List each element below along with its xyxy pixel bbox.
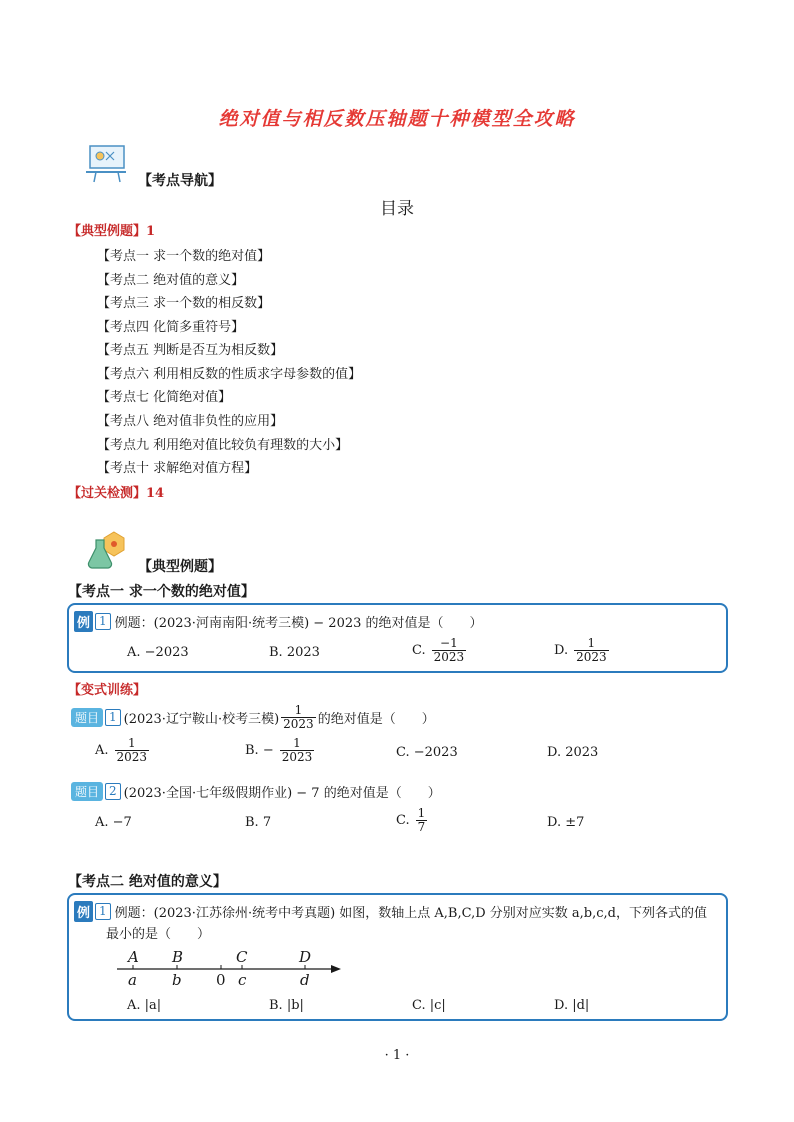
question-1 bbox=[71, 704, 435, 731]
fraction-numerator: 1 bbox=[294, 703, 303, 717]
kd1-heading: 【考点一 求一个数的绝对值】 bbox=[68, 584, 255, 600]
value-label-d: d bbox=[300, 971, 310, 989]
question-source: (2023·辽宁鞍山·校考三模) bbox=[123, 712, 280, 727]
toc-item[interactable]: 【考点四 化简多重符号】 bbox=[97, 320, 245, 335]
example-question: 例题：(2023·河南南阳·统考三模) − 2023 的绝对值是（ ） bbox=[114, 616, 483, 631]
question-number: 1 bbox=[105, 709, 121, 726]
option-b[interactable] bbox=[245, 815, 271, 830]
fraction-denominator: 2023 bbox=[281, 750, 313, 764]
toc-item[interactable]: 【考点三 求一个数的相反数】 bbox=[97, 296, 271, 311]
fraction-denominator: 2023 bbox=[116, 750, 148, 764]
example-box-2 bbox=[67, 893, 728, 1021]
value-label-a: a bbox=[128, 971, 137, 989]
toc-title: 目录 bbox=[380, 199, 414, 219]
option-d[interactable] bbox=[547, 815, 584, 830]
example-question-cont: 最小的是（ ） bbox=[106, 927, 211, 942]
question-tag: 题目 bbox=[71, 708, 103, 727]
option-b[interactable] bbox=[269, 645, 320, 660]
toc-group-examples[interactable]: 【典型例题】1 bbox=[68, 224, 156, 239]
number-line-diagram bbox=[109, 945, 349, 993]
value-label-b: b bbox=[172, 971, 182, 989]
kd2-heading: 【考点二 绝对值的意义】 bbox=[68, 874, 227, 890]
option-b-text: B. 2023 bbox=[269, 645, 320, 660]
fraction-numerator: 1 bbox=[293, 736, 301, 750]
fraction-denominator: 7 bbox=[417, 820, 426, 834]
option-c[interactable] bbox=[396, 745, 458, 760]
point-label-d: D bbox=[299, 948, 312, 966]
fraction bbox=[281, 704, 316, 731]
option-c[interactable] bbox=[412, 998, 446, 1013]
question-text: 的绝对值是（ ） bbox=[317, 712, 435, 727]
question-number: 2 bbox=[105, 783, 121, 800]
fraction bbox=[280, 737, 315, 764]
option-a[interactable] bbox=[95, 815, 132, 830]
option-d[interactable] bbox=[554, 998, 589, 1013]
toc-item[interactable]: 【考点六 利用相反数的性质求字母参数的值】 bbox=[97, 367, 362, 382]
option-a-text: A. |a| bbox=[127, 998, 162, 1013]
toc-item[interactable]: 【考点一 求一个数的绝对值】 bbox=[97, 249, 271, 264]
option-a[interactable] bbox=[127, 998, 161, 1013]
toc-item[interactable]: 【考点五 判断是否互为相反数】 bbox=[97, 343, 284, 358]
option-a-label: A. bbox=[95, 743, 109, 758]
question-tag: 题目 bbox=[71, 782, 103, 801]
variant-heading: 【变式训练】 bbox=[68, 683, 147, 698]
option-d-text: D. |d| bbox=[554, 998, 590, 1013]
option-a[interactable] bbox=[127, 645, 189, 660]
option-d[interactable] bbox=[554, 637, 611, 664]
option-c-label: C. bbox=[412, 643, 426, 658]
option-b-label: B. − bbox=[245, 743, 274, 758]
fraction-numerator: 1 bbox=[587, 636, 596, 650]
option-a-text: A. −2023 bbox=[127, 645, 189, 660]
toc-item[interactable]: 【考点八 绝对值非负性的应用】 bbox=[97, 414, 284, 429]
teacher-board-icon bbox=[86, 144, 130, 188]
option-d-text: D. 2023 bbox=[547, 745, 599, 760]
toc-item[interactable]: 【考点七 化简绝对值】 bbox=[97, 390, 232, 405]
question-text: (2023·全国·七年级假期作业) − 7 的绝对值是（ ） bbox=[123, 786, 441, 801]
example-question: 例题：(2023·江苏徐州·统考中考真题) 如图，数轴上点 A,B,C,D 分别对应实数 a,b,c,d，下列各式的值 bbox=[114, 906, 707, 921]
option-c[interactable] bbox=[396, 807, 429, 834]
toc-item[interactable]: 【考点二 绝对值的意义】 bbox=[97, 273, 245, 288]
option-d-label: D. bbox=[554, 643, 569, 658]
option-c-label: C. bbox=[396, 813, 410, 828]
option-b-text: B. 7 bbox=[245, 815, 272, 830]
point-label-b: B bbox=[172, 948, 184, 966]
example-tag: 例 bbox=[74, 611, 93, 632]
toc-group-checks[interactable]: 【过关检测】14 bbox=[68, 486, 165, 501]
fraction-numerator: 1 bbox=[417, 806, 426, 820]
option-c-text: C. −2023 bbox=[396, 745, 458, 760]
value-label-c: c bbox=[238, 971, 247, 989]
option-b[interactable] bbox=[245, 737, 316, 764]
fraction bbox=[115, 737, 150, 764]
section-heading: 【典型例题】 bbox=[138, 559, 222, 575]
example-box-1 bbox=[67, 603, 728, 673]
toc-item[interactable]: 【考点十 求解绝对值方程】 bbox=[97, 461, 258, 476]
option-c[interactable] bbox=[412, 637, 468, 664]
option-b[interactable] bbox=[269, 998, 304, 1013]
toc-item[interactable]: 【考点九 利用绝对值比较负有理数的大小】 bbox=[97, 438, 349, 453]
example-number: 1 bbox=[95, 903, 111, 920]
fraction-denominator: 2023 bbox=[576, 650, 607, 664]
example-tag: 例 bbox=[74, 901, 93, 922]
fraction-denominator: 2023 bbox=[433, 650, 465, 664]
fraction bbox=[574, 637, 609, 664]
fraction bbox=[432, 637, 467, 664]
page-title: 绝对值与相反数压轴题十种模型全攻略 bbox=[218, 108, 576, 130]
fraction-numerator: −1 bbox=[440, 636, 458, 650]
option-b-text: B. |b| bbox=[269, 998, 304, 1013]
option-d-text: D. ±7 bbox=[547, 815, 585, 830]
example-number: 1 bbox=[95, 613, 111, 630]
fraction-denominator: 2023 bbox=[283, 717, 314, 731]
flask-icon bbox=[86, 530, 130, 574]
question-2 bbox=[71, 782, 441, 801]
point-label-a: A bbox=[128, 948, 139, 966]
value-label-zero: 0 bbox=[216, 971, 226, 989]
fraction-numerator: 1 bbox=[127, 736, 136, 750]
point-label-c: C bbox=[236, 948, 248, 966]
page-number: · 1 · bbox=[384, 1048, 410, 1063]
option-d[interactable] bbox=[547, 745, 598, 760]
axis-arrow bbox=[331, 965, 341, 973]
option-a[interactable] bbox=[95, 737, 151, 764]
option-a-text: A. −7 bbox=[95, 815, 132, 830]
option-c-text: C. |c| bbox=[412, 998, 446, 1013]
fraction bbox=[416, 807, 428, 834]
nav-heading: 【考点导航】 bbox=[138, 173, 222, 189]
